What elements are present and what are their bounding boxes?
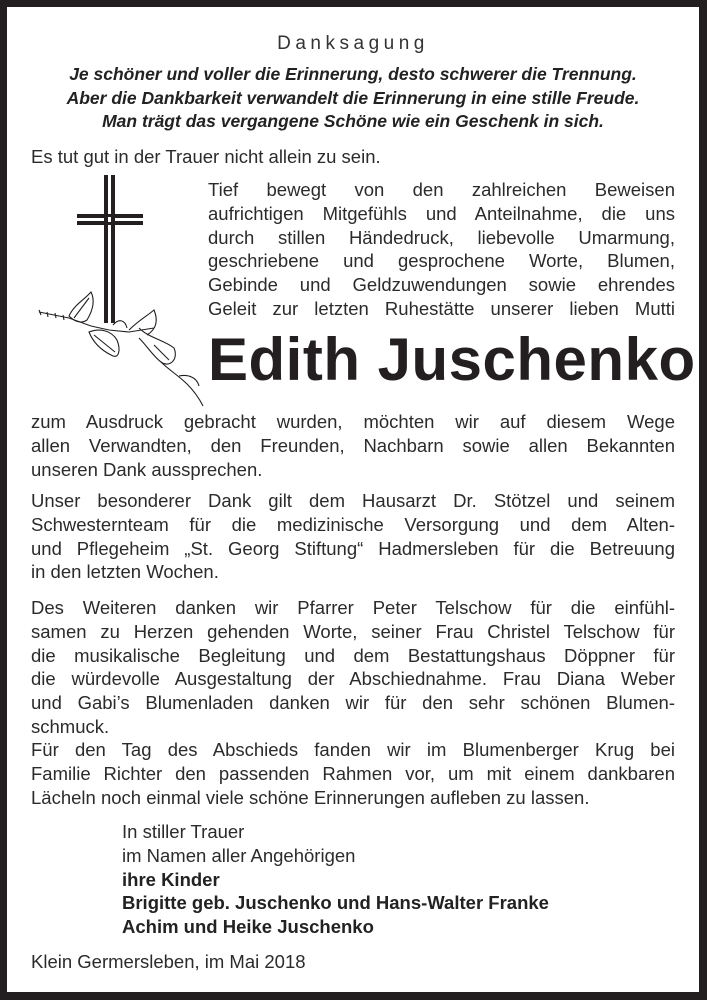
farewell-paragraph — [31, 738, 675, 809]
motto-line: Aber die Dankbarkeit verwandelt die Erinnerung in eine stille Freude. — [66, 87, 640, 108]
signature-line: In stiller Trauer — [122, 821, 245, 842]
heading: Danksagung — [277, 33, 429, 54]
intro-sentence: Es tut gut in der Trauer nicht allein zu sein. — [31, 146, 381, 167]
text-line: Tief bewegt von den zahlreichen Beweisen — [208, 179, 675, 200]
funeral-paragraph — [31, 596, 675, 739]
obituary-card — [7, 7, 699, 992]
text-line: und Gabi’s Blumenladen danken wir für den sehr schönen Blumen- — [31, 692, 675, 714]
signature-family: Achim und Heike Juschenko — [122, 916, 374, 938]
text-line: Gebinde und Geldzuwendungen sowie ehrendes — [208, 274, 675, 296]
text-line: Lächeln noch einmal viele schöne Erinnerungen aufleben zu lassen. — [31, 786, 590, 808]
text-line: geschriebene und gesprochene Worte, Blumen, — [208, 250, 675, 272]
text-line: samen zu Herzen gehenden Worte, seiner Frau Christel Telschow für — [31, 620, 675, 642]
text-line: schmuck. — [31, 715, 110, 737]
motto-line: Je schöner und voller die Erinnerung, desto schwerer die Trennung. — [69, 64, 637, 84]
text-line: zum Ausdruck gebracht wurden, möchten wir auf diesem Wege — [31, 411, 675, 432]
text-line: die würdevolle Ausgestaltung der Abschiednahme. Frau Diana Weber — [31, 668, 675, 690]
text-line: Geleit zur letzten Ruhestätte unserer lieben Mutti — [208, 297, 675, 319]
text-line: unseren Dank aussprechen. — [31, 458, 263, 480]
text-line: und Pflegeheim „St. Georg Stiftung“ Hadmersleben für die Betreuung — [31, 537, 675, 559]
tribute-paragraph — [208, 178, 675, 321]
text-line: Schwesternteam für die medizinische Versorgung und dem Alten- — [31, 513, 675, 535]
text-line: in den letzten Wochen. — [31, 561, 219, 583]
text-line: durch stillen Händedruck, liebevolle Umarmung, — [208, 226, 675, 248]
thanks-paragraph — [31, 410, 675, 481]
text-line: aufrichtigen Mitgefühls und Anteilnahme, die uns — [208, 202, 675, 224]
care-paragraph — [31, 489, 675, 584]
signature-line: im Namen aller Angehörigen — [122, 844, 356, 866]
signature-relation: ihre Kinder — [122, 868, 220, 890]
signature-family: Brigitte geb. Juschenko und Hans-Walter Franke — [122, 892, 549, 914]
text-line: die musikalische Begleitung und dem Bestattungshaus Döppner für — [31, 644, 675, 666]
text-line: allen Verwandten, den Freunden, Nachbarn sowie allen Bekannten — [31, 434, 675, 456]
text-line: Für den Tag des Abschieds fanden wir im Blumenberger Krug bei — [31, 739, 675, 760]
signature-block — [122, 820, 549, 939]
place-date: Klein Germersleben, im Mai 2018 — [31, 951, 306, 972]
text-line: Unser besonderer Dank gilt dem Hausarzt Dr. Stötzel und seinem — [31, 490, 675, 511]
text-line: Des Weiteren danken wir Pfarrer Peter Telschow für die einfühl- — [31, 597, 675, 618]
motto-quote — [7, 63, 699, 134]
text-line: Familie Richter den passenden Rahmen vor, um mit einem dankbaren — [31, 762, 675, 784]
deceased-name: Edith Juschenko — [208, 326, 696, 393]
cross-with-rose-icon — [29, 170, 209, 410]
motto-line: Man trägt das vergangene Schöne wie ein Geschenk in sich. — [102, 111, 604, 131]
